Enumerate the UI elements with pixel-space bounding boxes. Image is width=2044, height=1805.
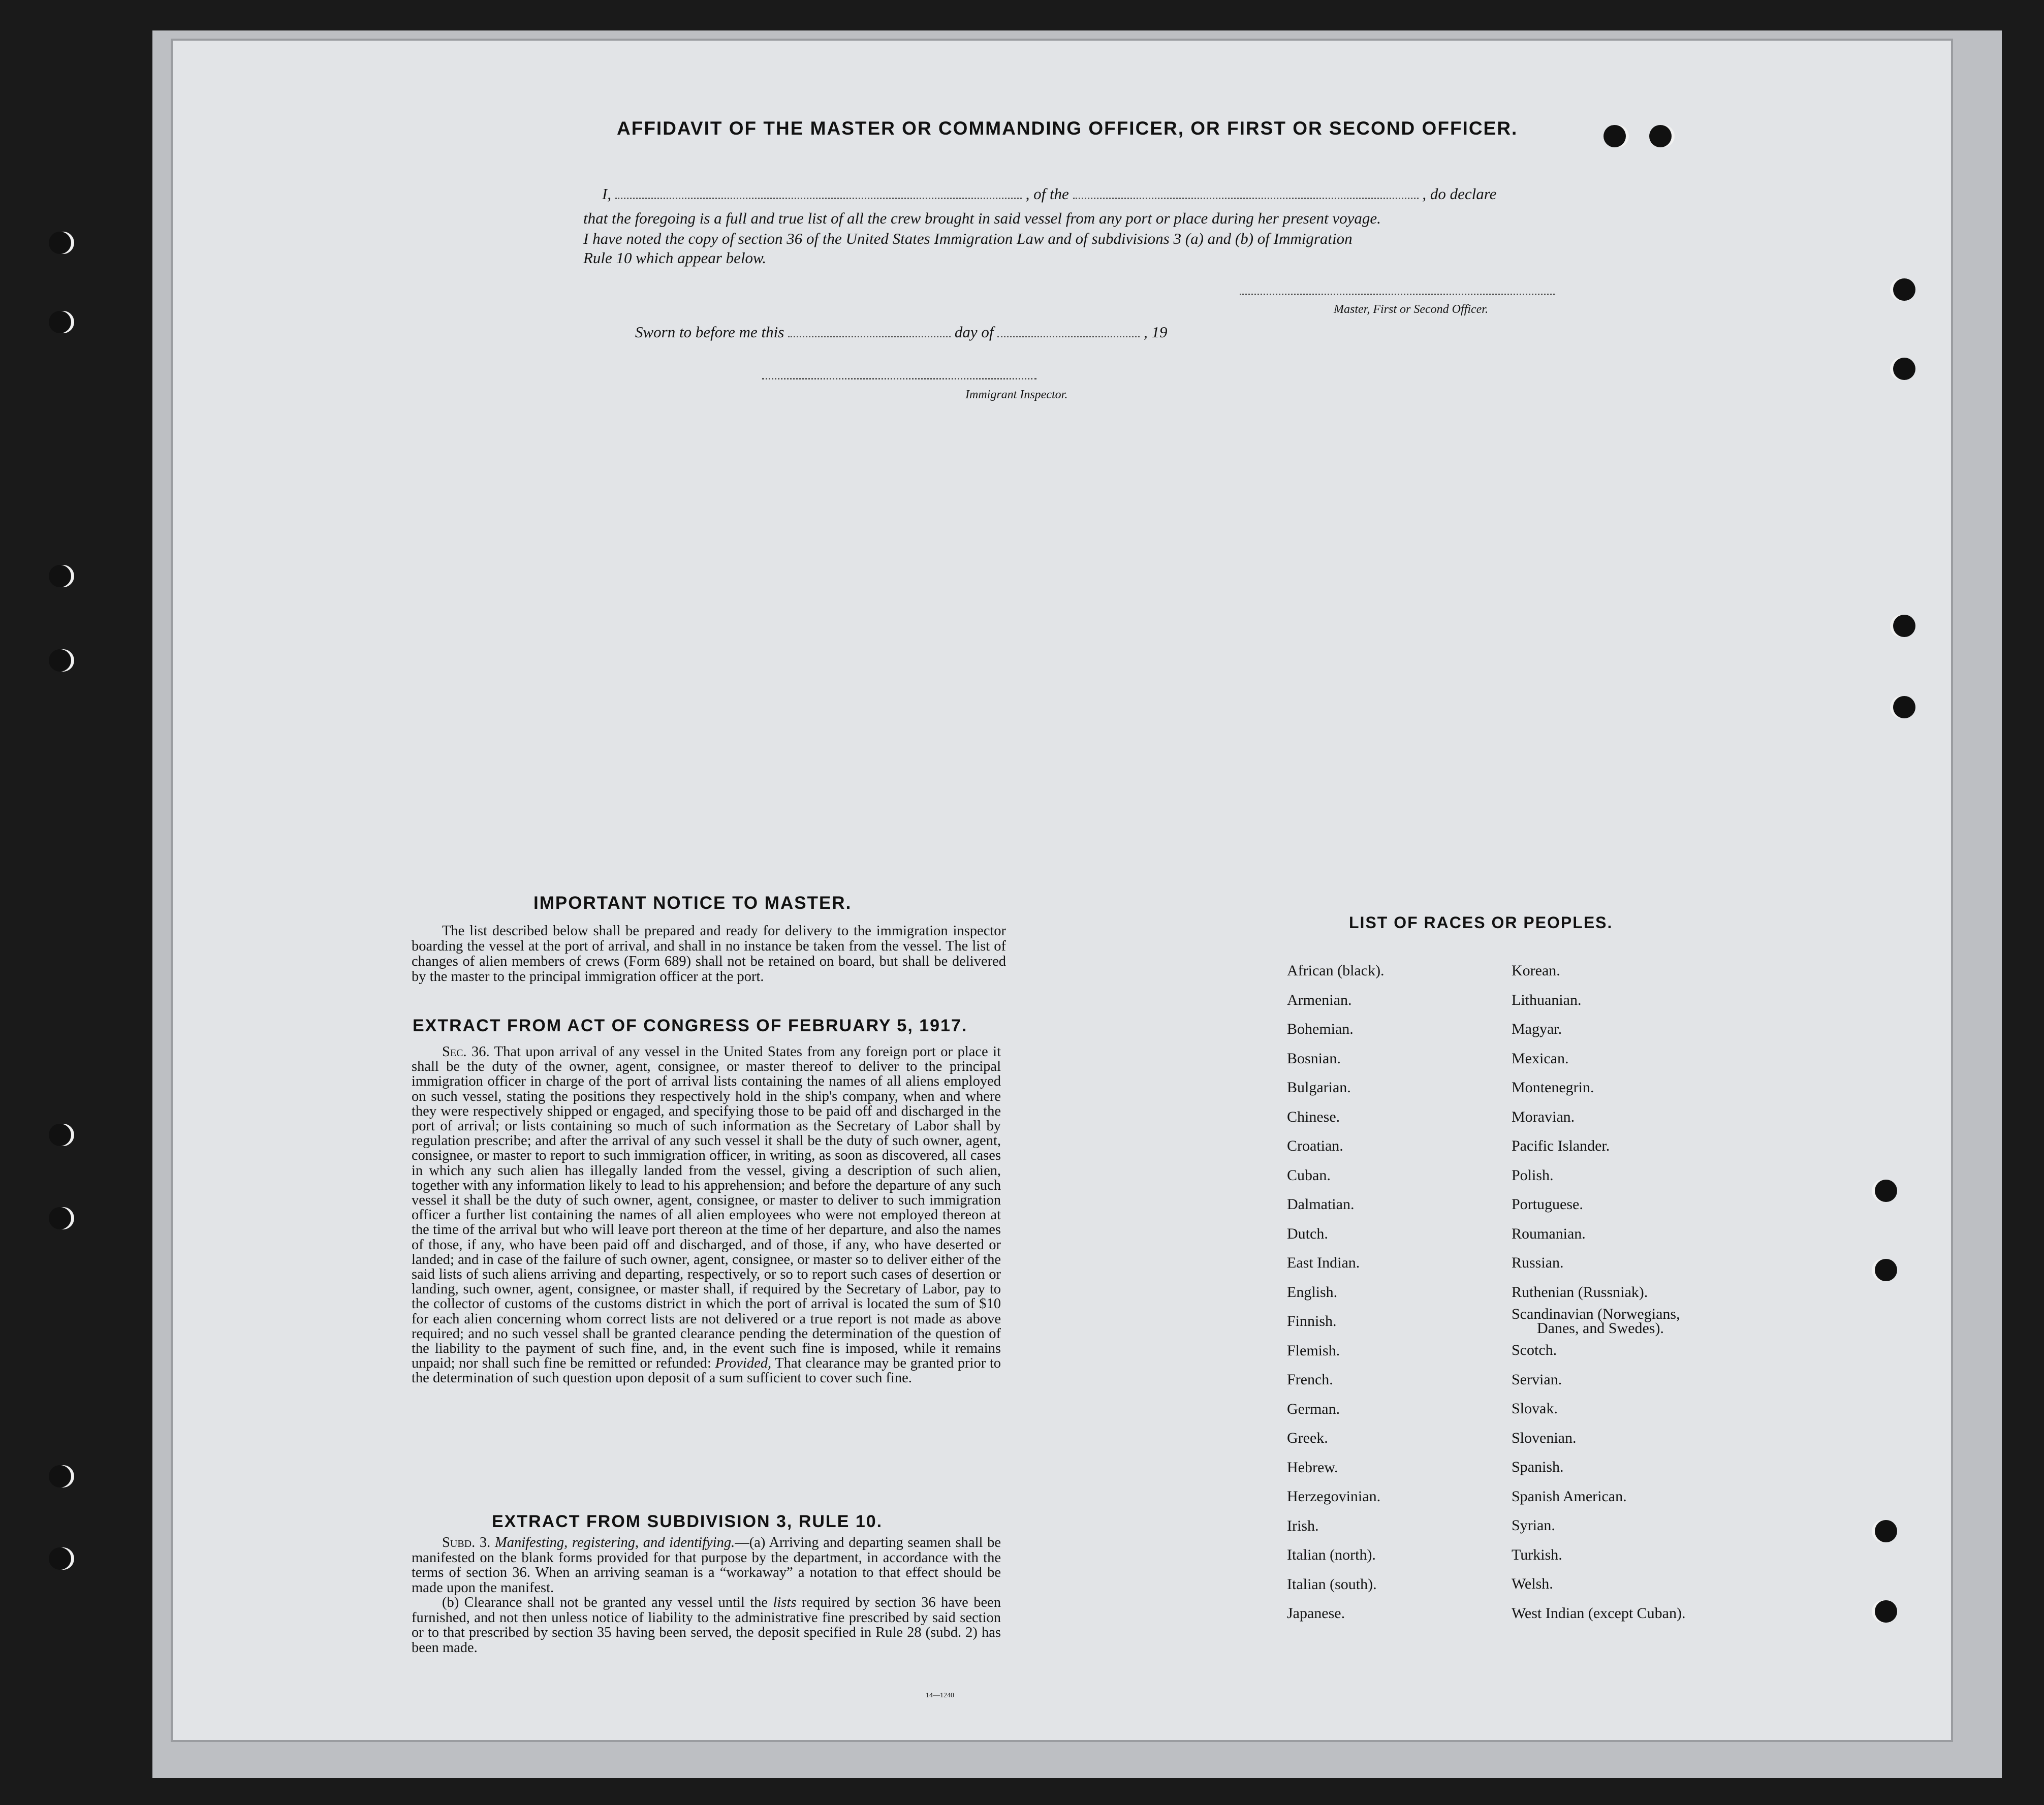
paragraph-a-text: —(a) Arriving and departing seamen shall be manifested on the blank forms provided for that purpose by the department, in accordance with the terms of section 36. When an arriving seaman is a “workaway” a notation to that effect should be made upon the manifest. [412, 1535, 1001, 1596]
race-item: Montenegrin. [1512, 1079, 1594, 1096]
race-item: Spanish. [1512, 1459, 1564, 1475]
punch-hole [49, 1124, 71, 1146]
subd-label: Subd. 3. [442, 1535, 491, 1550]
race-item: Russian. [1512, 1254, 1564, 1271]
race-item: West Indian (except Cuban). [1512, 1604, 1686, 1622]
race-item: Servian. [1512, 1371, 1562, 1388]
race-item: Spanish American. [1512, 1487, 1627, 1505]
race-item: Flemish. [1287, 1342, 1340, 1359]
race-item: Slovenian. [1512, 1429, 1577, 1446]
name-blank [615, 198, 1022, 199]
punch-hole [1893, 615, 1915, 637]
day-of: day of [954, 323, 994, 341]
sworn-prefix: Sworn to before me this [635, 323, 784, 341]
paragraph-a [412, 1535, 1001, 1595]
extract-act-body [412, 1044, 1001, 1386]
race-item: Welsh. [1512, 1575, 1553, 1592]
race-item: Dalmatian. [1287, 1196, 1355, 1213]
race-item: English. [1287, 1283, 1338, 1301]
race-item: Slovak. [1512, 1400, 1558, 1417]
section-label: Sec. 36. [442, 1044, 490, 1060]
punch-hole [49, 1207, 71, 1229]
race-item: French. [1287, 1371, 1333, 1388]
paragraph-b-end: required by section 36 have been furnished, and not then unless notice of liability to the administrative fine prescribed by said section or to that prescribed by section 35 having been served, the deposit specified in Rule 28 (subd. 2) has been made. [412, 1595, 1001, 1656]
race-item: Portuguese. [1512, 1196, 1583, 1213]
affidavit-title: AFFIDAVIT OF THE MASTER OR COMMANDING OFFICER, OR FIRST OR SECOND OFFICER. [617, 118, 1518, 139]
punch-hole [49, 311, 71, 333]
race-item: Bulgarian. [1287, 1079, 1351, 1096]
race-item: Scotch. [1512, 1342, 1557, 1358]
punch-hole [49, 232, 71, 254]
race-item: Turkish. [1512, 1546, 1562, 1563]
race-item: Magyar. [1512, 1021, 1562, 1037]
notice-body: The list described below shall be prepared and ready for delivery to the immigration inspector boarding the vessel at the port of arrival, and shall in no instance be taken from the vessel. The list of changes of alien members of crews (Form 689) shall not be retained on board, but shall be delivered by the master to the principal immigration officer at the port. [412, 923, 1006, 985]
race-item: African (black). [1287, 962, 1385, 979]
race-item: Finnish. [1287, 1313, 1337, 1329]
officer-label: Master, First or Second Officer. [1334, 303, 1488, 316]
paragraph-b-start: (b) Clearance shall not be granted any vessel until the [442, 1595, 768, 1610]
punch-hole [49, 1465, 71, 1487]
punch-hole [1893, 358, 1915, 380]
punch-hole [49, 565, 71, 587]
punch-hole [1875, 1600, 1897, 1623]
extract-rule-title: EXTRACT FROM SUBDIVISION 3, RULE 10. [492, 1512, 883, 1531]
punch-hole [1603, 125, 1626, 147]
races-left-column [1287, 956, 1385, 1628]
race-item: East Indian. [1287, 1254, 1360, 1271]
form-number: 14—1240 [926, 1692, 954, 1699]
race-item: Scandinavian (Norwegians, [1512, 1306, 1680, 1322]
punch-hole [49, 1547, 71, 1570]
punch-hole [1875, 1180, 1897, 1202]
race-item: Bosnian. [1287, 1050, 1341, 1067]
affidavit-line-2: that the foregoing is a full and true list of all the crew brought in said vessel from any port or place during her present voyage. [583, 209, 1381, 227]
race-item: Roumanian. [1512, 1225, 1586, 1242]
paragraph-b [412, 1595, 1001, 1655]
punch-hole [1875, 1520, 1897, 1542]
race-item: Polish. [1512, 1166, 1554, 1184]
section-text: That upon arrival of any vessel in the United States from any foreign port or place it shall be the duty of the owner, agent, consignee, or master thereof to deliver to the principal immigration officer in charge of the port of arrival lists containing the names of all aliens employed on such vessel, stating the positions they respectively hold in the ship's company, when and where they were respectively shipped or engaged, and specifying those to be paid off and discharged in the port of arrival; or lists containing so much of such information as the Secretary of Labor shall by regulation prescribe; and after the arrival of any such vessel it shall be the duty of such owner, agent, consignee, or master to report to such immigration officer, in writing, as soon as discovered, all cases in which any such alien has illegally landed from the vessel, giving a description of such alien, together with any information likely to lead to his apprehension; and before the departure of any such vessel it shall be the duty of such owner, agent, consignee, or master to deliver to such immigration officer a further list containing the names of all alien employees who were not employed thereon at the time of the arrival but who will leave port thereon at the time of her departure, and also the names of those, if any, who have been paid off and discharged, and of those, if any, who have deserted or landed; and in case of the failure of such owner, agent, consignee, or master so to deliver either of the said lists of such aliens arriving and departing, respectively, or so to report such cases of desertion or landing, such owner, agent, consignee, or master shall, if required by the Secretary of Labor, pay to the collector of customs of the customs district in which the port of arrival is located the sum of $10 for each alien concerning whom correct lists are not delivered or a true report is not made as above required; and no such vessel shall be granted clearance pending the determination of the question of the liability to the payment of such fine, and, in the event such fine is imposed, while it remains unpaid; nor shall such fine be remitted or refunded: [412, 1044, 1001, 1372]
affidavit-line-4: Rule 10 which appear below. [583, 249, 767, 267]
races-title: LIST OF RACES OR PEOPLES. [1349, 913, 1613, 932]
lists-word: lists [773, 1595, 797, 1610]
extract-act-title: EXTRACT FROM ACT OF CONGRESS OF FEBRUARY 5, 1917. [413, 1016, 968, 1035]
month-blank [997, 336, 1140, 337]
race-item: Hebrew. [1287, 1459, 1338, 1476]
race-item: Armenian. [1287, 991, 1352, 1008]
inspector-signature-line [762, 378, 1036, 379]
race-item: Italian (south). [1287, 1575, 1377, 1593]
vessel-blank [1073, 198, 1419, 199]
affidavit-declaration-line [602, 185, 1496, 203]
punch-hole [1875, 1259, 1897, 1281]
punch-hole [1893, 696, 1915, 718]
race-item: Irish. [1287, 1517, 1319, 1534]
year-prefix: , 19 [1143, 323, 1168, 341]
race-item: Herzegovinian. [1287, 1488, 1381, 1505]
inspector-label: Immigrant Inspector. [965, 388, 1068, 401]
punch-hole [1649, 125, 1672, 147]
subd-heading: Manifesting, registering, and identifying. [494, 1535, 735, 1550]
race-item: Dutch. [1287, 1225, 1328, 1242]
race-item: Chinese. [1287, 1108, 1340, 1125]
race-item: Korean. [1512, 962, 1560, 979]
affidavit-declare: , do declare [1422, 185, 1497, 203]
race-item: Italian (north). [1287, 1546, 1376, 1563]
officer-signature-line [1240, 294, 1555, 295]
race-item: Lithuanian. [1512, 991, 1582, 1008]
day-blank [788, 336, 951, 337]
race-item: Moravian. [1512, 1108, 1575, 1125]
races-right-column [1512, 956, 1685, 1628]
notice-title: IMPORTANT NOTICE TO MASTER. [533, 893, 852, 913]
affidavit-of-the: , of the [1025, 185, 1069, 203]
race-item: Bohemian. [1287, 1021, 1354, 1037]
race-item: Mexican. [1512, 1050, 1569, 1067]
race-item: German. [1287, 1400, 1340, 1417]
race-item: Greek. [1287, 1430, 1328, 1446]
punch-hole [49, 649, 71, 672]
race-item: Syrian. [1512, 1517, 1555, 1534]
race-item-continued: Danes, and Swedes). [1537, 1320, 1664, 1337]
race-item: Pacific Islander. [1512, 1137, 1610, 1154]
race-item: Ruthenian (Russniak). [1512, 1283, 1648, 1301]
extract-rule-body [412, 1535, 1001, 1655]
affidavit-line-3: I have noted the copy of section 36 of the United States Immigration Law and of subdivisions 3 (a) and (b) of Immigration [583, 230, 1353, 247]
sworn-line [635, 323, 1167, 341]
race-item: Japanese. [1287, 1605, 1345, 1622]
section-text-end: That clearance may be granted prior to the determination of such question upon deposit of a sum sufficient to cover such fine. [412, 1355, 1001, 1386]
punch-hole [1893, 278, 1915, 301]
race-item: Croatian. [1287, 1137, 1343, 1154]
race-item: Cuban. [1287, 1166, 1331, 1184]
affidavit-i: I, [602, 185, 612, 203]
provided-word: Provided, [715, 1355, 772, 1372]
